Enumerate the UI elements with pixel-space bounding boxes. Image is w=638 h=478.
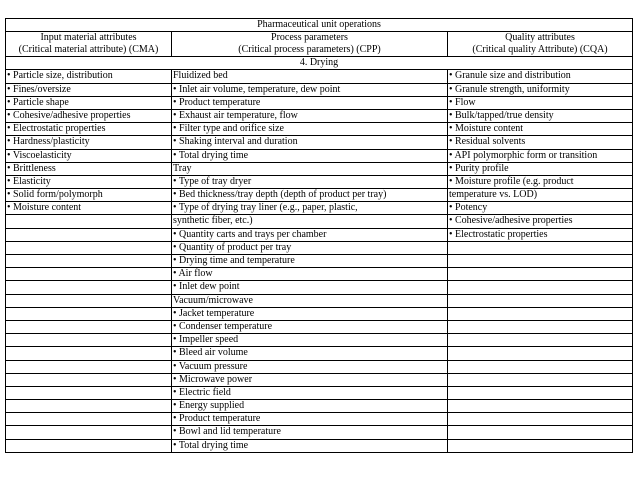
- cqa-cell: [448, 439, 633, 452]
- table-row: [6, 96, 633, 109]
- cpp-cell: • Inlet dew point: [172, 281, 448, 294]
- table-row: [6, 255, 633, 268]
- table-row: [6, 281, 633, 294]
- cpp-cell: • Bowl and lid temperature: [172, 426, 448, 439]
- cma-cell: [6, 215, 172, 228]
- page: [0, 18, 638, 453]
- cqa-cell: • Granule strength, uniformity: [448, 83, 633, 96]
- cma-cell: [6, 307, 172, 320]
- cma-cell: [6, 241, 172, 254]
- cqa-cell: [448, 294, 633, 307]
- section-row: [6, 57, 633, 70]
- table-row: [6, 268, 633, 281]
- cpp-cell: Tray: [172, 162, 448, 175]
- cpp-cell: • Quantity carts and trays per chamber: [172, 228, 448, 241]
- table-row: [6, 373, 633, 386]
- table-row: [6, 334, 633, 347]
- cpp-cell: Vacuum/microwave: [172, 294, 448, 307]
- cqa-cell: [448, 360, 633, 373]
- cma-cell: [6, 400, 172, 413]
- cqa-cell: [448, 281, 633, 294]
- cma-cell: • Particle shape: [6, 96, 172, 109]
- cma-cell: [6, 439, 172, 452]
- cqa-cell: • Cohesive/adhesive properties: [448, 215, 633, 228]
- cqa-cell: [448, 334, 633, 347]
- table-row: [6, 426, 633, 439]
- cqa-cell: [448, 373, 633, 386]
- header-cma-line1: Input material attributes: [40, 32, 137, 44]
- header-cpp: [172, 32, 448, 57]
- table-row: [6, 70, 633, 83]
- cpp-cell: • Condenser temperature: [172, 320, 448, 333]
- cqa-cell: [448, 241, 633, 254]
- section-title: 4. Drying: [6, 57, 633, 70]
- cqa-cell: • Purity profile: [448, 162, 633, 175]
- cma-cell: • Viscoelasticity: [6, 149, 172, 162]
- table-row: [6, 175, 633, 188]
- cqa-cell: [448, 400, 633, 413]
- table-row: [6, 386, 633, 399]
- cpp-cell: • Total drying time: [172, 439, 448, 452]
- table-row: [6, 136, 633, 149]
- cpp-cell: • Total drying time: [172, 149, 448, 162]
- cpp-cell: • Quantity of product per tray: [172, 241, 448, 254]
- table-row: [6, 228, 633, 241]
- table-row: [6, 83, 633, 96]
- cqa-cell: [448, 307, 633, 320]
- cqa-cell: • Residual solvents: [448, 136, 633, 149]
- table-row: [6, 202, 633, 215]
- cma-cell: [6, 255, 172, 268]
- table-row: [6, 400, 633, 413]
- cqa-cell: [448, 268, 633, 281]
- cqa-cell: • Granule size and distribution: [448, 70, 633, 83]
- table-row: [6, 215, 633, 228]
- cma-cell: [6, 373, 172, 386]
- cma-cell: [6, 334, 172, 347]
- cpp-cell: • Air flow: [172, 268, 448, 281]
- cma-cell: • Elasticity: [6, 175, 172, 188]
- cqa-cell: [448, 255, 633, 268]
- cqa-cell: • Flow: [448, 96, 633, 109]
- table-row: [6, 189, 633, 202]
- table-row: [6, 307, 633, 320]
- table-body: [6, 70, 633, 452]
- cpp-cell: • Shaking interval and duration: [172, 136, 448, 149]
- table-row: [6, 347, 633, 360]
- cpp-cell: • Product temperature: [172, 96, 448, 109]
- cma-cell: • Solid form/polymorph: [6, 189, 172, 202]
- table-row: [6, 162, 633, 175]
- cma-cell: [6, 320, 172, 333]
- cpp-cell: synthetic fiber, etc.): [172, 215, 448, 228]
- cma-cell: [6, 294, 172, 307]
- cpp-cell: • Inlet air volume, temperature, dew point: [172, 83, 448, 96]
- header-cma-line2: (Critical material attribute) (CMA): [18, 44, 159, 56]
- header-cpp-line2: (Critical process parameters) (CPP): [238, 44, 381, 56]
- cma-cell: • Fines/oversize: [6, 83, 172, 96]
- table-title: Pharmaceutical unit operations: [6, 19, 633, 32]
- title-row: [6, 19, 633, 32]
- table-row: [6, 413, 633, 426]
- cqa-cell: • Electrostatic properties: [448, 228, 633, 241]
- cma-cell: [6, 426, 172, 439]
- cpp-cell: • Bleed air volume: [172, 347, 448, 360]
- cqa-cell: • API polymorphic form or transition: [448, 149, 633, 162]
- table-row: [6, 241, 633, 254]
- cma-cell: • Electrostatic properties: [6, 123, 172, 136]
- cqa-cell: [448, 347, 633, 360]
- table-row: [6, 439, 633, 452]
- unit-operations-table: [5, 18, 633, 453]
- cma-cell: [6, 228, 172, 241]
- header-cma: [6, 32, 172, 57]
- cqa-cell: • Moisture profile (e.g. product: [448, 175, 633, 188]
- cpp-cell: • Product temperature: [172, 413, 448, 426]
- cpp-cell: • Drying time and temperature: [172, 255, 448, 268]
- cma-cell: [6, 386, 172, 399]
- cqa-cell: • Moisture content: [448, 123, 633, 136]
- cma-cell: [6, 413, 172, 426]
- cpp-cell: Fluidized bed: [172, 70, 448, 83]
- cqa-cell: • Bulk/tapped/true density: [448, 109, 633, 122]
- cqa-cell: • Potency: [448, 202, 633, 215]
- cpp-cell: • Vacuum pressure: [172, 360, 448, 373]
- cpp-cell: • Electric field: [172, 386, 448, 399]
- cqa-cell: [448, 386, 633, 399]
- cpp-cell: • Exhaust air temperature, flow: [172, 109, 448, 122]
- cpp-cell: • Type of drying tray liner (e.g., paper, plastic,: [172, 202, 448, 215]
- cma-cell: [6, 268, 172, 281]
- table-row: [6, 294, 633, 307]
- cqa-cell: [448, 426, 633, 439]
- cpp-cell: • Microwave power: [172, 373, 448, 386]
- cpp-cell: • Bed thickness/tray depth (depth of product per tray): [172, 189, 448, 202]
- cpp-cell: • Energy supplied: [172, 400, 448, 413]
- table-row: [6, 360, 633, 373]
- cma-cell: • Particle size, distribution: [6, 70, 172, 83]
- cma-cell: • Hardness/plasticity: [6, 136, 172, 149]
- header-row: [6, 32, 633, 57]
- header-cqa-line1: Quality attributes: [505, 32, 575, 44]
- cpp-cell: • Jacket temperature: [172, 307, 448, 320]
- table-row: [6, 149, 633, 162]
- header-cpp-line1: Process parameters: [271, 32, 348, 44]
- cpp-cell: • Filter type and orifice size: [172, 123, 448, 136]
- cma-cell: • Cohesive/adhesive properties: [6, 109, 172, 122]
- header-cqa-line2: (Critical quality Attribute) (CQA): [472, 44, 608, 56]
- cqa-cell: [448, 413, 633, 426]
- table-row: [6, 123, 633, 136]
- cma-cell: • Moisture content: [6, 202, 172, 215]
- cpp-cell: • Impeller speed: [172, 334, 448, 347]
- table-row: [6, 320, 633, 333]
- cma-cell: [6, 281, 172, 294]
- header-cqa: [448, 32, 633, 57]
- cpp-cell: • Type of tray dryer: [172, 175, 448, 188]
- cqa-cell: temperature vs. LOD): [448, 189, 633, 202]
- cma-cell: [6, 347, 172, 360]
- table-row: [6, 109, 633, 122]
- cma-cell: [6, 360, 172, 373]
- cqa-cell: [448, 320, 633, 333]
- cma-cell: • Brittleness: [6, 162, 172, 175]
